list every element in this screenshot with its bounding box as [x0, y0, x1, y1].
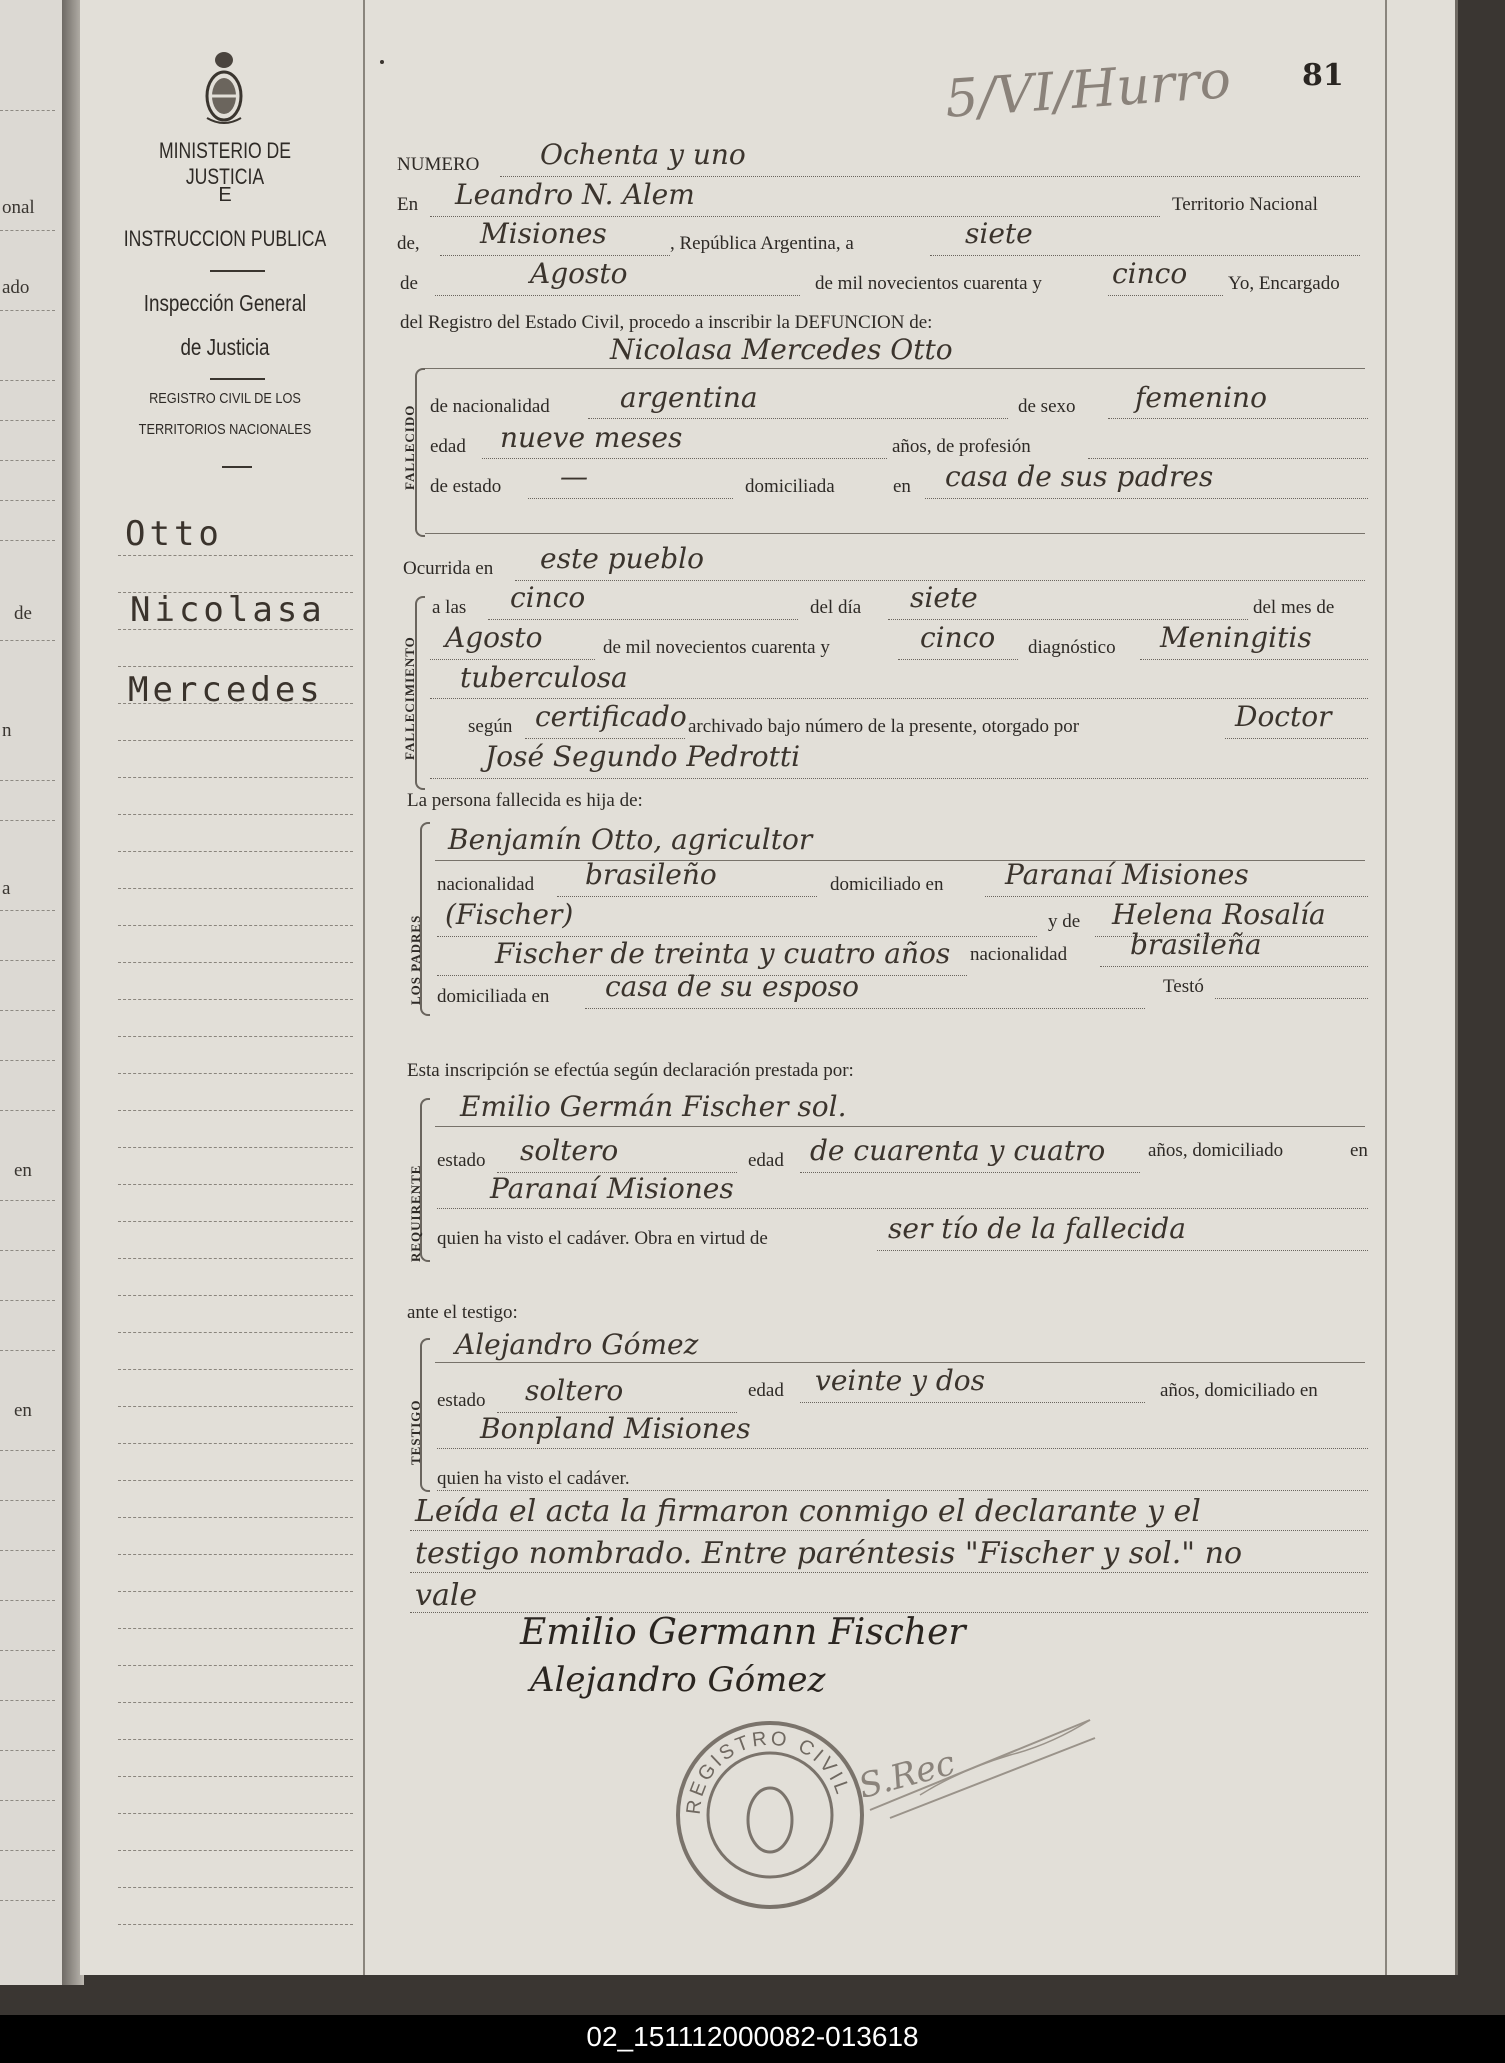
- section-padres: LOS PADRES: [408, 914, 423, 1005]
- padre-nombre: Benjamín Otto, agricultor: [448, 823, 813, 856]
- margin-surname: Otto: [125, 514, 223, 554]
- nacionalidad-madre-label: nacionalidad: [970, 944, 1068, 965]
- margin-rule: [118, 592, 353, 593]
- prev-page-text: de: [14, 603, 32, 624]
- testigo-quien-label: quien ha visto el cadáver.: [437, 1468, 630, 1489]
- registro-civil-stamp-icon: [670, 1715, 870, 1915]
- requirente-en-label: en: [1350, 1140, 1368, 1161]
- hora-value: cinco: [510, 581, 586, 614]
- de2-label: de: [400, 273, 418, 294]
- coat-of-arms-icon: [203, 48, 245, 126]
- yo-encargado-label: Yo, Encargado: [1228, 273, 1340, 294]
- anio-inscripcion-value: cinco: [1112, 257, 1188, 290]
- prev-page-text: en: [14, 1400, 32, 1421]
- archivado-label: archivado bajo número de la presente, otorgado por: [688, 716, 1080, 737]
- nacionalidad-madre-value: brasileña: [1130, 928, 1262, 961]
- margin-rule: [118, 777, 353, 778]
- margin-name-2: Mercedes: [128, 670, 324, 710]
- divider: [210, 270, 265, 272]
- estado-value: —: [560, 460, 588, 493]
- margin-rule: [118, 1258, 353, 1259]
- margin-rule: [118, 1517, 353, 1518]
- margin-rule: [118, 666, 353, 667]
- profesion-label: años, de profesión: [892, 436, 1031, 457]
- requirente-edad-label: edad: [748, 1150, 784, 1171]
- estado-label: de estado: [430, 476, 502, 497]
- margin-rule: [118, 1591, 353, 1592]
- margin-rule: [118, 740, 353, 741]
- encargado-seal-icon: [860, 1700, 1100, 1820]
- diagnostico-label: diagnóstico: [1028, 637, 1116, 658]
- testigo-edad-value: veinte y dos: [815, 1364, 985, 1397]
- edad-value: nueve meses: [500, 421, 683, 454]
- madre-nombre: Helena Rosalía: [1112, 898, 1326, 931]
- padre-domicilio-value: Paranaí Misiones: [1005, 858, 1249, 891]
- margin-rule: [118, 1184, 353, 1185]
- requirente-estado-value: soltero: [520, 1134, 619, 1167]
- numero-value: Ochenta y uno: [540, 138, 746, 171]
- mes-inscripcion-value: Agosto: [530, 257, 628, 290]
- prev-page-text: onal: [2, 197, 35, 218]
- margin-rule: [118, 925, 353, 926]
- madre-nombre-2: Fischer de treinta y cuatro años: [495, 937, 951, 970]
- margin-rule: [118, 1332, 353, 1333]
- margin-rule: [118, 1036, 353, 1037]
- margin-rule: [118, 1073, 353, 1074]
- margin-rule: [118, 1776, 353, 1777]
- margin-rule: [118, 1924, 353, 1925]
- requirente-intro: Esta inscripción se efectúa según declaración prestada por:: [407, 1060, 854, 1081]
- requirente-edad-value: de cuarenta y cuatro: [810, 1134, 1106, 1167]
- cierre-linea-1: Leída el acta la firmaron conmigo el declarante y el: [415, 1494, 1201, 1529]
- prev-page-text: ado: [2, 277, 30, 298]
- margin-rule: [118, 1702, 353, 1703]
- margin-rule: [118, 1887, 353, 1888]
- mes-fallecimiento-value: Agosto: [445, 621, 543, 654]
- margin-rule: [118, 1443, 353, 1444]
- margin-rule: [118, 1665, 353, 1666]
- page-number: 81: [1302, 58, 1344, 93]
- dia-inscripcion-value: siete: [965, 217, 1033, 250]
- margin-name: Nicolasa: [130, 590, 326, 630]
- yde-label: y de: [1048, 911, 1081, 932]
- previous-page-edge: [0, 0, 64, 1985]
- inspeccion-title: Inspección General: [143, 290, 307, 316]
- margin-rule: [118, 629, 353, 630]
- medico-titulo: Doctor: [1235, 700, 1332, 733]
- prev-page-text: a: [2, 878, 11, 899]
- diagnostico-value: Meningitis: [1160, 621, 1312, 654]
- prev-page-text: en: [14, 1160, 32, 1181]
- margin-rule: [118, 1295, 353, 1296]
- ministry-title-instruccion: INSTRUCCION PUBLICA: [123, 226, 327, 251]
- localidad-value: Leandro N. Alem: [455, 178, 695, 211]
- dia-fallecimiento-value: siete: [910, 581, 978, 614]
- testigo-estado-value: soltero: [525, 1374, 624, 1407]
- margin-rule: [118, 999, 353, 1000]
- mil-label: de mil novecientos cuarenta y: [603, 637, 830, 658]
- right-margin-line: [1385, 0, 1387, 1975]
- ministry-title-e: E: [218, 184, 232, 206]
- section-testigo: TESTIGO: [408, 1399, 423, 1465]
- domiciliado-label: domiciliado en: [830, 874, 944, 895]
- margin-rule: [118, 1110, 353, 1111]
- section-requirente: REQUIRENTE: [408, 1164, 423, 1262]
- margin-rule: [118, 703, 353, 704]
- margin-rule: [118, 1813, 353, 1814]
- registro-label: del Registro del Estado Civil, procedo a inscribir la DEFUNCION de:: [400, 312, 933, 333]
- margin-rule: [118, 1369, 353, 1370]
- stamp-text: REGISTRO CIVIL: [682, 1727, 855, 1816]
- certificado-value: certificado: [535, 700, 687, 733]
- ocurrida-value: este pueblo: [540, 542, 704, 575]
- margin-rule: [118, 1628, 353, 1629]
- cierre-linea-2: testigo nombrado. Entre paréntesis "Fischer y sol." no: [415, 1536, 1243, 1571]
- testigo-nombre: Alejandro Gómez: [455, 1328, 699, 1361]
- divider: [222, 466, 252, 468]
- scan-id: 02_151112000082-013618: [586, 2021, 919, 2052]
- section-fallecimiento: FALLECIMIENTO: [402, 636, 417, 760]
- testigo-anios-label: años, domiciliado en: [1160, 1380, 1318, 1401]
- margin-rule: [118, 851, 353, 852]
- margin-rule: [118, 1147, 353, 1148]
- testo-label: Testó: [1163, 976, 1204, 997]
- inspeccion-subtitle: de Justicia: [180, 334, 270, 360]
- section-fallecido: FALLECIDO: [402, 404, 417, 490]
- medico-nombre: José Segundo Pedrotti: [485, 740, 801, 773]
- testigo-intro: ante el testigo:: [407, 1302, 518, 1323]
- sexo-label: de sexo: [1018, 396, 1076, 417]
- registro-subtitle: TERRITORIOS NACIONALES: [138, 421, 312, 438]
- requirente-nombre: Emilio Germán Fischer sol.: [460, 1090, 847, 1123]
- requirente-quien-label: quien ha visto el cadáver. Obra en virtud de: [437, 1228, 768, 1249]
- domicilio-value: casa de sus padres: [945, 460, 1214, 493]
- margin-rule: [118, 1554, 353, 1555]
- firma-testigo: Alejandro Gómez: [530, 1660, 826, 1700]
- ocurrida-label: Ocurrida en: [403, 558, 494, 579]
- dot: [380, 60, 384, 64]
- margin-rule: [118, 1739, 353, 1740]
- divider: [210, 378, 265, 380]
- firma-encargado: S.Rec: [854, 1743, 960, 1807]
- segun-label: según: [468, 716, 513, 737]
- mil-label: de mil novecientos cuarenta y: [815, 273, 1042, 294]
- margin-rule: [118, 1480, 353, 1481]
- firma-declarante: Emilio Germann Fischer: [520, 1612, 966, 1653]
- margin-rule: [118, 814, 353, 815]
- nacionalidad-value: argentina: [620, 381, 758, 414]
- margin-rule: [118, 962, 353, 963]
- republica-label: , República Argentina, a: [670, 233, 854, 254]
- anio-fallecimiento-value: cinco: [920, 621, 996, 654]
- fischer-value: (Fischer): [445, 898, 574, 931]
- domiciliada-label: domiciliada: [745, 476, 835, 497]
- madre-domicilio-value: casa de su esposo: [605, 970, 859, 1003]
- delmes-label: del mes de: [1253, 597, 1335, 618]
- domiciliada-madre-label: domiciliada en: [437, 986, 550, 1007]
- prev-page-text: n: [2, 720, 12, 741]
- nacionalidad-padre-label: nacionalidad: [437, 874, 535, 895]
- nacionalidad-label: de nacionalidad: [430, 396, 550, 417]
- padres-intro: La persona fallecida es hija de:: [407, 790, 643, 811]
- de-label: de,: [397, 233, 420, 254]
- margin-rule: [118, 888, 353, 889]
- requirente-domicilio-value: Paranaí Misiones: [490, 1172, 734, 1205]
- cierre-linea-3: vale: [415, 1578, 478, 1613]
- requirente-anios-label: años, domiciliado: [1148, 1140, 1284, 1161]
- registro-title: REGISTRO CIVIL DE LOS: [149, 390, 301, 407]
- provincia-value: Misiones: [480, 217, 607, 250]
- edad-label: edad: [430, 436, 466, 457]
- sexo-value: femenino: [1135, 381, 1267, 414]
- margin-rule: [118, 1221, 353, 1222]
- margin-rule: [118, 1406, 353, 1407]
- nacionalidad-padre-value: brasileño: [585, 858, 717, 891]
- en-label: en: [893, 476, 911, 497]
- column-divider: [363, 0, 365, 1975]
- deldia-label: del día: [810, 597, 862, 618]
- ministry-title: MINISTERIO DE JUSTICIA: [158, 138, 291, 189]
- requirente-estado-label: estado: [437, 1150, 486, 1171]
- en-label: En: [397, 194, 419, 215]
- margin-rule: [118, 1850, 353, 1851]
- testigo-estado-label: estado: [437, 1390, 486, 1411]
- testigo-domicilio-value: Bonpland Misiones: [480, 1412, 751, 1445]
- pencil-annotation: 5/VI/Hurro: [943, 50, 1233, 130]
- testigo-edad-label: edad: [748, 1380, 784, 1401]
- fallecido-nombre: Nicolasa Mercedes Otto: [610, 333, 953, 366]
- territorio-label: Territorio Nacional: [1172, 194, 1318, 215]
- numero-label: NUMERO: [397, 154, 480, 175]
- margin-rule: [118, 555, 353, 556]
- requirente-virtud-value: ser tío de la fallecida: [888, 1212, 1186, 1245]
- diagnostico-value-2: tuberculosa: [460, 661, 628, 694]
- alas-label: a las: [432, 597, 467, 618]
